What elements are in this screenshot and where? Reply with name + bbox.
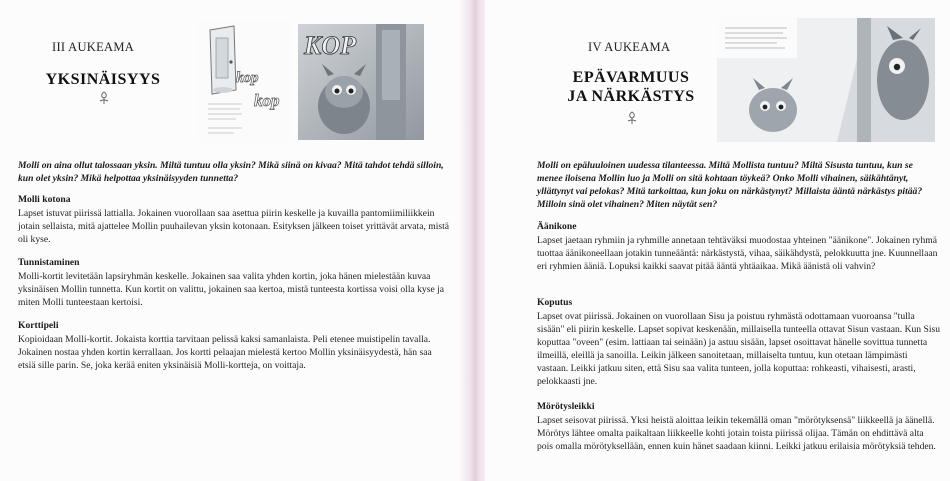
left-intro-questions: Molli on aina ollut talossaan yksin. Miltä tuntuu olla yksin? Mikä siinä on kivaa? Mitä tahdot tehdä silloin, kun olet yksin? Mikä helpottaa yksinäisyyden tunnetta? xyxy=(18,160,444,184)
right-title-line-1: EPÄVARMUUS xyxy=(572,69,690,86)
kop-sound-2: kop xyxy=(254,91,280,110)
sisu-molli-illustration xyxy=(717,18,935,142)
right-intro-questions: Molli on epäluuloinen uudessa tilanteessa. Miltä Mollista tuntuu? Miltä Sisusta tuntuu, kun se menee iloisena Mollin luo ja Molli on sitä kohtaan töykeä? Onko Molli vihainen, säikähtänyt, yllättynyt vai pelokas? Mitä tarkoittaa, kun joku on närkästynyt? Millaista ääntä närkästys pitää? Milloin sinä olet vihainen? Miten näytät sen? xyxy=(537,160,923,210)
illustration-sisu-molli-door xyxy=(717,18,935,142)
section-text: Lapset istuvat piirissä lattialla. Jokainen vuorollaan saa asettua piirin keskelle ja kuvailla pantomiimiliikkein jotain sellaista, mitä ajattelee Mollin puuhailevan yksin kotonaan. Esityksen jälkeen toiset yrittävät arvata, mistä oli kyse. xyxy=(18,208,450,245)
left-section-tunnistaminen xyxy=(18,256,450,309)
right-section-morotysleikki xyxy=(537,400,941,453)
right-section-title xyxy=(560,68,702,106)
illustration-door-page xyxy=(196,20,292,142)
section-heading: Korttipeli xyxy=(18,320,59,331)
flourish-ornament-icon xyxy=(96,91,112,105)
right-section-aanikone xyxy=(537,220,941,273)
door-illustration xyxy=(196,20,292,142)
section-heading: Tunnistaminen xyxy=(18,257,80,268)
flourish-ornament-icon xyxy=(624,111,640,125)
section-text: Lapset ovat piirissä. Jokainen on vuorollaan Sisu ja poistuu ryhmästä odottamaan vuoroansa "tulla sisään" eli piirin keskelle. Lapset sopivat keskenään, millaisella tunteella ottavat Sisun vastaan. Kun Sisu koputtaa "oveen" (esim. lattiaan tai seinään) ja astuu sisään, lapset osoittavat hänelle sovittua tunnetta ilmeillä, eleillä ja sanoilla. Leikin jälkeen sanoitetaan, millaiselta tuntuu, kun otetaan lämpimästi vastaan. Leikki jatkuu siten, että Sisu saa valita tunteen, jolla koputtaa: rohkeasti, vihaisesti, arasti, pelokkaasti jne. xyxy=(537,311,941,387)
kop-sound-1: kop xyxy=(236,70,259,86)
left-section-label: III AUKEAMA xyxy=(52,40,135,54)
left-section-molli-kotona xyxy=(18,193,450,246)
section-text: Lapset jaetaan ryhmiin ja ryhmille annetaan tehtäväksi muodostaa yhteinen "äänikone". Jokainen ryhmä tuottaa äänikoneellaan jotakin tunneääntä: närkästystä, vihaa, säikähdystä, pelokkuutta jne. Kuunnellaan eri ryhmien ääniä. Lopuksi kaikki saavat pitää ääntä yhtäaikaa. Mikä äänistä oli vahvin? xyxy=(537,235,938,272)
right-section-label: IV AUKEAMA xyxy=(588,40,671,54)
left-section-title: YKSINÄISYYS xyxy=(45,71,161,88)
left-section-korttipeli xyxy=(18,319,450,372)
right-title-line-2: JA NÄRKÄSTYS xyxy=(567,88,695,105)
section-text: Kopioidaan Molli-kortit. Jokaista korttia tarvitaan pelissä kaksi samanlaista. Peli etenee muistipelin tavalla. Jokainen nostaa yhden kortin kerrallaan. Jos kortti pelaajan mielestä kertoo Mollin yksinäisyydestä, hän saa etsiä sille parin. Se, joka kerää eniten yksinäisiä Molli-kortteja, on voittaja. xyxy=(18,334,432,371)
section-heading: Mörötysleikki xyxy=(537,401,595,412)
kop-sound-3: KOP xyxy=(304,31,356,60)
right-section-koputus xyxy=(537,296,941,388)
section-heading: Molli kotona xyxy=(18,194,71,205)
molli-kop-illustration xyxy=(298,24,424,140)
right-page xyxy=(485,0,950,481)
section-heading: Koputus xyxy=(537,297,573,308)
section-heading: Äänikone xyxy=(537,221,577,232)
section-text: Lapset seisovat piirissä. Yksi heistä aloittaa leikin tekemällä oman "mörötyksensä" liikkeellä ja äänellä. Mörötys lähtee omalta paikaltaan liikkeelle kohti jotain toista piirissä olijaa. Tämän on ehdittävä alta pois omalla mörötyksellään, ennen kuin hänet saadaan kiinni. Leikki jatkuu erilaisia mörötyksiä tehden. xyxy=(537,415,936,452)
section-text: Molli-kortit levitetään lapsiryhmän keskelle. Jokainen saa valita yhden kortin, joka hänen mielestään kuvaa yksinäisen Mollin tunnetta. Kun kortit on valittu, jokainen saa kertoa, mistä tunteesta kortissa voisi olla kyse ja miten Molli tunteestaan kertoisi. xyxy=(18,271,445,308)
illustration-molli-kop xyxy=(298,24,424,140)
left-page xyxy=(0,0,465,481)
